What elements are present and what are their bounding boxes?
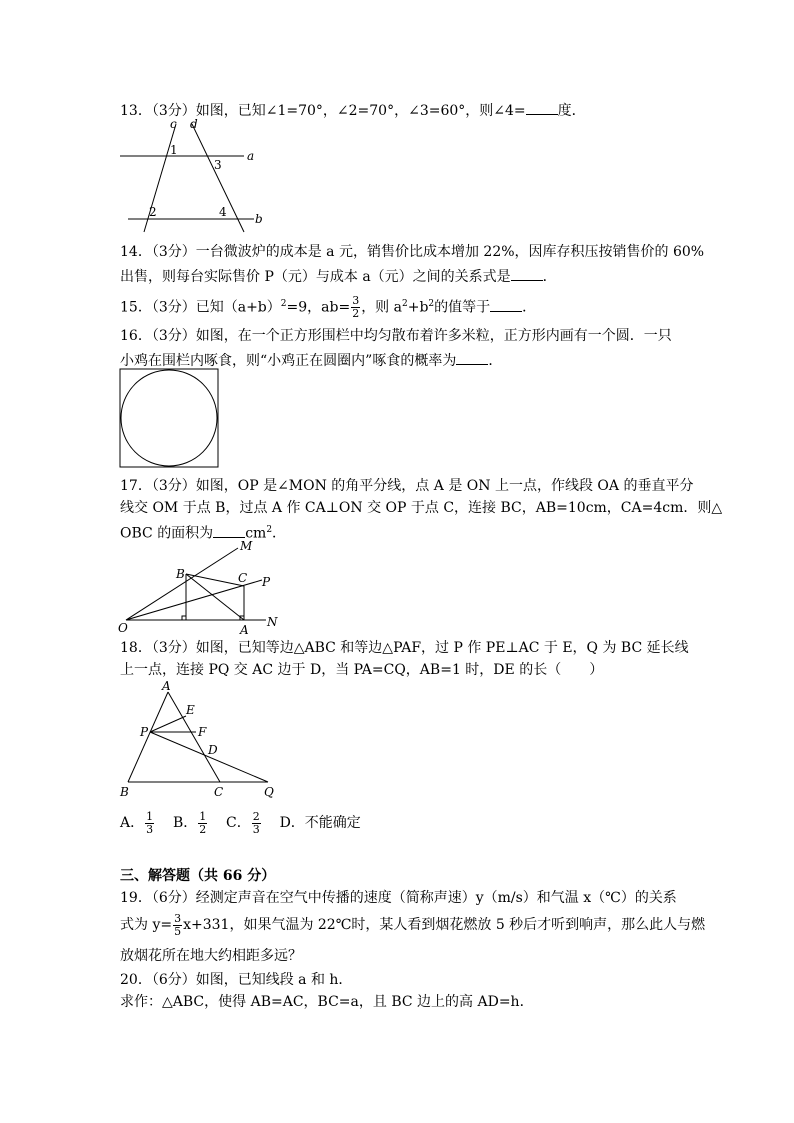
q16-circle [121,370,217,466]
q17-label-M: M [240,539,253,553]
q18-options [120,808,680,838]
q16-blank[interactable] [456,350,488,365]
q18-label-F: F [198,725,207,739]
q17-right-angle-D [182,616,186,620]
q17-label-C: C [238,571,248,585]
q16-figure [118,368,222,470]
q17-label-A: A [240,623,249,637]
option-a[interactable]: A． $\frac{1}{3}$ [120,809,154,836]
q18-label-E: E [186,703,195,717]
q13-angle-4: 4 [219,205,227,219]
q17-line3: OBC 的面积为 $cm^2$． [120,520,680,544]
q19-line2: 式为 y= $\frac{3}{5}$ x+331，如果气温为 22℃时，某人看到烟花燃放 5 秒后才听到响声，那么此人与燃 [120,911,706,938]
q13-angle-3: 3 [214,158,222,172]
q16-square [120,369,218,467]
q18-label-D: D [208,743,218,757]
q13-angle-2: 2 [149,205,157,219]
q18-label-C: C [214,785,224,799]
section-title: 三、解答题（共 66 分） [120,868,276,884]
q15-blank[interactable] [490,297,522,312]
q15-text: 15．（3分）已知$(a+b)^2=9$，ab= $\frac{3}{2}$ ，则 $a^2+b^2$的值等于 ． [120,294,537,321]
q19-fraction: $\frac{3}{5}$ [174,911,182,938]
q15-fraction: $\frac{3}{2}$ [352,294,360,321]
q16-line1: 16．（3分）如图，在一个正方形围栏中均匀散布着许多米粒，正方形内画有一个圆．一只 [120,328,672,344]
q20-line2: 求作：△ABC，使得 AB=AC，BC=a，且 BC 边上的高 AD=h． [120,994,534,1010]
option-c[interactable]: C． $\frac{2}{3}$ [226,809,260,836]
option-b[interactable]: B． $\frac{1}{2}$ [172,809,207,836]
q14-line1: 14．（3分）一台微波炉的成本是 a 元，销售价比成本增加 22%，因库存积压按销售价的 60% [120,244,705,260]
q18-segment-PQ [150,732,268,782]
option-d[interactable]: D．不能确定 [279,815,361,831]
q13-label-c: c [170,117,177,131]
q13-blank[interactable] [526,100,558,115]
q18-label-B: B [120,785,129,799]
q14-line2: 出售，则每台实际售价 P（元）与成本 a（元）之间的关系式是 ． [120,266,680,287]
q13-text: 13．（3分）如图，已知∠1=70°，∠2=70°，∠3=60°，则∠4= 度． [120,100,680,121]
q17-label-B: B [176,567,185,581]
q14-blank[interactable] [511,266,543,281]
q17-label-N: N [267,615,278,629]
q17-line1: 17．（3分）如图，OP 是∠MON 的角平分线，点 A 是 ON 上一点，作线段 OA 的垂直平分 [120,478,694,494]
q19-line1: 19．（6分）经测定声音在空气中传播的速度（简称声速）y（m/s）和气温 x（℃）的关系 [120,890,677,906]
q17-segment-AB [186,574,244,620]
q20-line1: 20．（6分）如图，已知线段 a 和 h． [120,972,353,988]
q17-label-O: O [118,621,128,635]
q13-line-d [192,124,244,232]
q18-label-P: P [140,725,149,739]
q13-label-d: d [190,117,198,131]
q13-label-a: a [247,149,255,163]
q17-ray-OM [126,548,238,620]
q17-label-P: P [262,575,271,589]
q19-line3: 放烟花所在地大约相距多远？ [120,948,302,964]
q17-figure [116,536,282,640]
q18-label-A: A [162,679,171,693]
q18-line2: 上一点，连接 PQ 交 AC 边于 D，当 PA=CQ，AB=1 时，DE 的长（ ） [120,662,604,678]
q13-angle-1: 1 [170,143,178,157]
q17-segment-BC [186,574,244,586]
q16-line2: 小鸡在围栏内啄食，则“小鸡正在圆圈内”啄食的概率为 ． [120,350,680,371]
q17-line2: 线交 OM 于点 B，过点 A 作 CA⊥ON 交 OP 于点 C，连接 BC，AB=10cm，CA=4cm．则△ [120,500,723,516]
q13-label-b: b [255,212,263,226]
q18-line1: 18．（3分）如图，已知等边△ABC 和等边△PAF，过 P 作 PE⊥AC 于 E，Q 为 BC 延长线 [120,640,689,656]
q13-figure [118,116,268,234]
q18-figure [116,678,278,802]
q18-segment-PE [150,716,186,732]
q18-label-Q: Q [264,785,274,799]
